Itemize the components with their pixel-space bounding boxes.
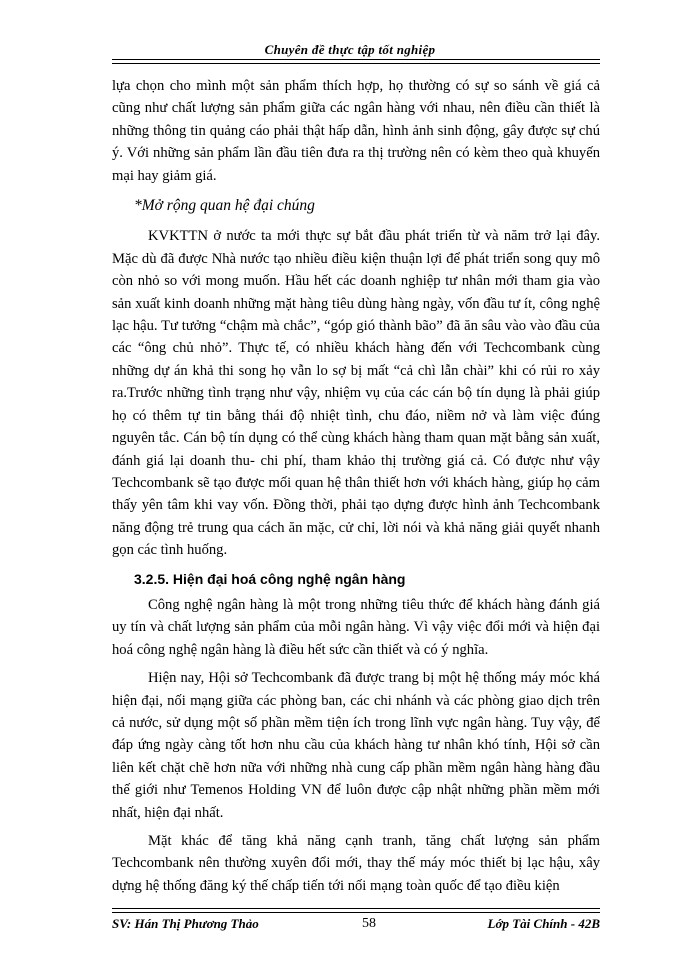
section-heading-3-2-5: 3.2.5. Hiện đại hoá công nghệ ngân hàng (134, 570, 406, 587)
footer-rule-thick (112, 912, 600, 913)
footer-rule-thin (112, 908, 600, 909)
page-header-title: Chuyên đề thực tập tốt nghiệp (264, 42, 436, 57)
header-rule-thick (112, 59, 600, 60)
paragraph-technology-importance: Công nghệ ngân hàng là một trong những tiêu thức để khách hàng đánh giá uy tín và chất lượng sản phẩm của mỗi ngân hàng. Vì vậy việc đổi mới và hiện đại hoá công nghệ ngân hàng là điều hết sức cần thiết và có ý nghĩa. (112, 596, 600, 658)
header-rule-thin (112, 63, 600, 64)
paragraph-intro-continuation: lựa chọn cho mình một sản phẩm thích hợp, họ thường có sự so sánh về giá cả cũng như chất lượng sản phẩm giữa các ngân hàng với nhau, nên điều cần thiết là những thông tin quảng cáo phải thật hấp dẫn, hình ảnh sinh động, gây được sự chú ý. Với những sản phẩm lần đầu tiên đưa ra thị trường nên có kèm theo quà khuyến mại hay giảm giá. (112, 78, 600, 184)
footer-class: Lớp Tài Chính - 42B (487, 916, 600, 931)
page-footer (112, 916, 600, 936)
paragraph-public-relations: KVKTTN ở nước ta mới thực sự bắt đầu phát triển từ và năm trở lại đây. Mặc dù đã được Nhà nước tạo nhiều điều kiện thuận lợi để phát triển song quy mô còn nhỏ so với mong muốn. Hầu hết các doanh nghiệp tư nhân mới tham gia vào sản xuất kinh doanh những mặt hàng tiêu dùng hàng ngày, vốn đầu tư ít, công nghệ lạc hậu. Tư tưởng “chậm mà chắc”, “góp gió thành bão” đã ăn sâu vào vào đầu của các “ông chủ nhỏ”. Thực tế, có nhiều khách hàng đến với Techcombank cùng những dự án khả thi song họ vẫn lo sợ bị mất “cả chì lẫn chài” khi có rủi ro xảy ra.Trước những tình trạng như vậy, nhiệm vụ của các cán bộ tín dụng là phải giúp họ có thêm tự tin bằng thái độ nhiệt tình, chu đáo, niềm nở và làm việc đúng nguyên tắc. Cán bộ tín dụng có thể cùng khách hàng tham quan mặt bằng sản xuất, đánh giá lại doanh thu- chi phí, tham khảo thị trường giá cả. Có được như vậy Techcombank sẽ tạo được mối quan hệ thân thiết hơn với khách hàng, giúp họ cảm thấy yên tâm khi vay vốn. Đồng thời, phải tạo dựng được hình ảnh Techcombank năng động trẻ trung qua cách ăn mặc, cử chỉ, lời nói và khả năng giải quyết nhanh gọn các tình huống. (112, 228, 600, 559)
page-number: 58 (362, 916, 376, 931)
paragraph-competitiveness: Mặt khác để tăng khả năng cạnh tranh, tăng chất lượng sản phẩm Techcombank nên thường xuyên đổi mới, thay thế máy móc thiết bị lạc hậu, xây dựng hệ thống đăng ký thế chấp tiến tới nối mạng toàn quốc để tạo điều kiện (112, 833, 600, 894)
footer-author: SV: Hán Thị Phương Thảo (112, 916, 259, 931)
subheading-public-relations: *Mở rộng quan hệ đại chúng (134, 197, 315, 215)
paragraph-current-status: Hiện nay, Hội sở Techcombank đã được trang bị một hệ thống máy móc khá hiện đại, nối mạng giữa các phòng ban, các chi nhánh và các phòng giao dịch trên cả nước, sử dụng một số phần mềm tiện ích trong lĩnh vực ngân hàng. Tuy vậy, để đáp ứng ngày càng tốt hơn nhu cầu của khách hàng tư nhân khó tính, Hội sở cần liên kết chặt chẽ hơn nữa với những nhà cung cấp phần mềm ngân hàng hàng đầu thế giới như Temenos Holding VN để luôn được cập nhật những phần mềm mới nhất, hiện đại nhất. (112, 670, 600, 821)
document-body (112, 75, 600, 897)
